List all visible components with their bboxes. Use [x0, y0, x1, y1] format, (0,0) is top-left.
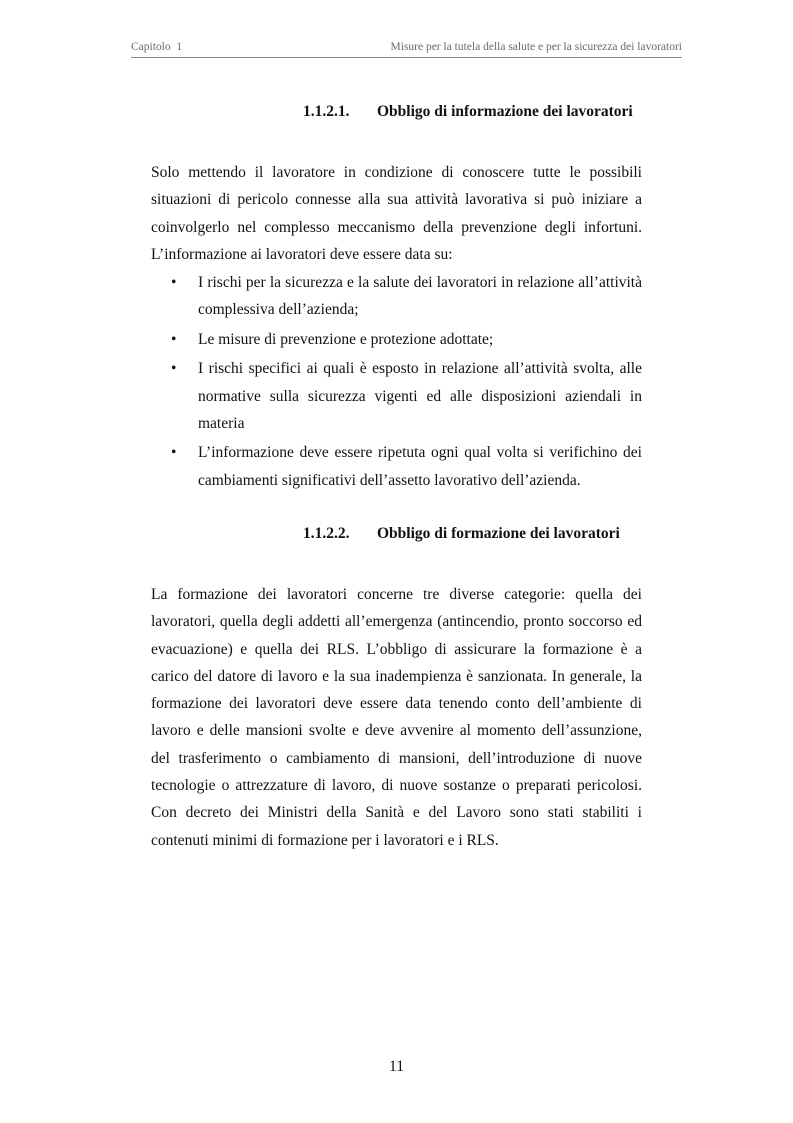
bullet-icon: • — [171, 444, 177, 462]
header-chapter: Capitolo 1 — [131, 41, 183, 53]
list-item-text: I rischi per la sicurezza e la salute dei lavoratori in relazione all’attività complessiva dell’azienda; — [198, 274, 642, 319]
bullet-icon: • — [171, 274, 177, 291]
list-item-text: Le misure di prevenzione e protezione adottate; — [198, 330, 494, 348]
section-heading-1-1-2-1 — [303, 103, 633, 121]
paragraph-information-intro: Solo mettendo il lavoratore in condizione di conoscere tutte le possibili situazioni di pericolo connesse alla sua attività lavorativa si può iniziare a coinvolgerlo nel complesso meccanismo della prevenzione degli infortuni. L’informazione ai lavoratori deve essere data su: — [151, 164, 642, 263]
header-title: Misure per la tutela della salute e per la sicurezza dei lavoratori — [390, 41, 682, 53]
list-item-text: L’informazione deve essere ripetuta ogni qual volta si verifichino dei cambiamenti significativi dell’assetto lavorativo dell’azienda. — [198, 444, 642, 489]
list-item — [151, 355, 642, 437]
bullet-icon: • — [171, 330, 177, 348]
list-item — [151, 439, 642, 494]
list-item — [151, 269, 642, 324]
paragraph-training-body: La formazione dei lavoratori concerne tre diverse categorie: quella dei lavoratori, quella degli addetti all’emergenza (antincendio, pronto soccorso ed evacuazione) e quella dei RLS. L’obbligo di assicurare la formazione è a carico del datore di lavoro e la sua inadempienza è sanzionata. In generale, la formazione dei lavoratori deve essere data tenendo conto dell’ambiente di lavoro e delle mansioni svolte e deve avvenire al momento dell’assunzione, del trasferimento o cambiamento di mansioni, dell’introduzione di nuove tecnologie o attrezzature di lavoro, di nuove sostanze o preparati pericolosi. Con decreto dei Ministri della Sanità e del Lavoro sono stati stabiliti i contenuti minimi di formazione per i lavoratori e i RLS. — [151, 586, 642, 849]
section-title: Obbligo di formazione dei lavoratori — [377, 525, 620, 542]
page-number: 11 — [389, 1058, 404, 1075]
list-item — [151, 326, 642, 353]
information-bullet-list — [151, 269, 642, 496]
section-title: Obbligo di informazione dei lavoratori — [377, 103, 633, 120]
section-heading-1-1-2-2 — [303, 525, 620, 543]
section-number: 1.1.2.1. — [303, 103, 350, 120]
bullet-icon: • — [171, 360, 177, 378]
running-header — [131, 41, 682, 58]
section-number: 1.1.2.2. — [303, 525, 350, 542]
list-item-text: I rischi specifici ai quali è esposto in relazione all’attività svolta, alle normative sulla sicurezza vigenti ed alle disposizioni aziendali in materia — [198, 360, 642, 432]
